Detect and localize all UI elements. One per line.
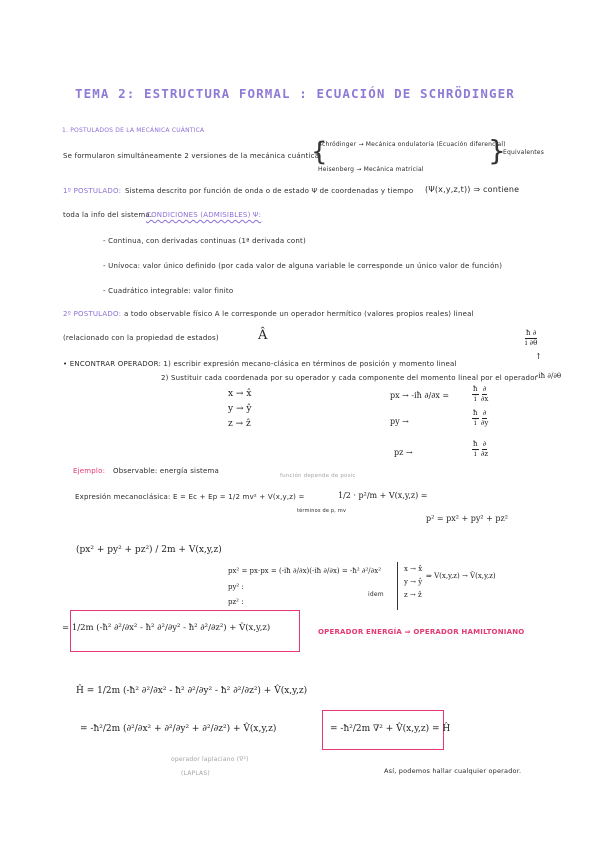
final-h3: = -ħ²/2m ∇² + V̂(x,y,z) = Ĥ bbox=[330, 724, 451, 734]
frac-den: i bbox=[474, 419, 477, 427]
hbar-frac-den: i ∂θ bbox=[525, 339, 538, 347]
brace-left: { bbox=[311, 137, 328, 167]
frac-den: i bbox=[474, 450, 477, 458]
half-p-expression: 1/2 · p²/m + V(x,y,z) = bbox=[338, 491, 428, 500]
postulate1-formula: (Ψ(x,y,z,t)) ⇒ contiene bbox=[425, 185, 520, 194]
map-y-hat: y → ŷ bbox=[404, 578, 423, 586]
map-z: z → ẑ bbox=[228, 419, 251, 429]
frac-den: i bbox=[474, 395, 477, 403]
section-heading: 1. POSTULADOS DE LA MECÁNICA CUÁNTICA bbox=[62, 127, 205, 134]
map-x: x → x̂ bbox=[228, 389, 252, 399]
px-operator: px → -iħ ∂/∂x = bbox=[390, 391, 450, 400]
frac-den: ∂y bbox=[480, 419, 489, 427]
frac-num: ħ bbox=[473, 440, 478, 448]
hbar-fraction bbox=[525, 330, 537, 347]
final-h1: Ĥ = 1/2m (-ħ² ∂²/∂x² - ħ² ∂²/∂y² - ħ² ∂²/∂z²) + V̂(x,y,z) bbox=[76, 686, 308, 696]
condition-continuous: - Continua, con derivadas continuas (1ª derivada cont) bbox=[103, 237, 306, 245]
postulate2-text2: (relacionado con la propiedad de estados) bbox=[63, 334, 219, 342]
pz-squared: pz² : bbox=[228, 598, 244, 606]
brace-right: } bbox=[488, 134, 506, 167]
py-squared: py² : bbox=[228, 583, 244, 591]
momentum-note: términos de p, mv bbox=[297, 508, 347, 514]
find-step2: 2) Sustituir cada coordenada por su operador y cada componente del momento lineal por el operador bbox=[161, 374, 538, 382]
up-arrow: ↑ bbox=[535, 352, 542, 361]
find-step2-op: -iħ ∂/∂θ bbox=[536, 372, 562, 380]
idem-label: idem bbox=[368, 591, 384, 598]
postulate1-text: Sistema descrito por función de onda o de estado Ψ de coordenadas y tiempo bbox=[125, 187, 414, 195]
frac-den: ∂x bbox=[480, 395, 489, 403]
closing-text: Así, podemos hallar cualquier operador. bbox=[384, 767, 522, 775]
version-heisenberg: Heisenberg → Mecánica matricial bbox=[318, 166, 424, 173]
classical-expression: Expresión mecanoclásica: E = Ec + Ep = 1/2 mv² + V(x,y,z) = bbox=[75, 493, 305, 501]
py-fraction bbox=[472, 410, 488, 427]
equivalent-label: Equivalentes bbox=[503, 149, 545, 156]
map-x-hat: x → x̂ bbox=[404, 565, 423, 573]
map-z-hat: z → ẑ bbox=[404, 591, 422, 599]
divider-line bbox=[397, 562, 398, 610]
find-step1: • ENCONTRAR OPERADOR: 1) escribir expresión mecano-clásica en términos de posición y momento lineal bbox=[63, 360, 457, 368]
frac-num: ∂ bbox=[482, 409, 487, 417]
condition-univocal: - Unívoca: valor único definido (por cada valor de alguna variable le corresponde un único valor de función) bbox=[103, 262, 503, 270]
postulate1-label: 1º POSTULADO: bbox=[63, 187, 122, 195]
px-squared: px² = px·px = (-iħ ∂/∂x)(-iħ ∂/∂x) = -ħ² ∂²/∂x² bbox=[228, 567, 382, 575]
laplacian-note: operador laplaciano (∇²) bbox=[171, 756, 249, 763]
pz-operator: pz → bbox=[394, 448, 413, 457]
hbar-frac-num: ħ ∂ bbox=[526, 329, 537, 337]
page-title: TEMA 2: ESTRUCTURA FORMAL : ECUACIÓN DE SCHRÖDINGER bbox=[75, 86, 515, 101]
conditions-heading: CONDICIONES (ADMISIBLES) Ψ: bbox=[146, 211, 262, 219]
postulate1-text2: toda la info del sistema. bbox=[63, 211, 153, 219]
example-label: Ejemplo: bbox=[73, 467, 106, 475]
operator-A-hat: Â bbox=[258, 328, 268, 343]
final-h2: = -ħ²/2m (∂²/∂x² + ∂²/∂y² + ∂²/∂z²) + V̂(x,y,z) bbox=[80, 724, 277, 734]
pz-fraction bbox=[472, 441, 488, 458]
frac-den: ∂z bbox=[480, 450, 489, 458]
p-squared: p² = px² + py² + pz² bbox=[426, 514, 508, 523]
frac-num: ∂ bbox=[482, 385, 487, 393]
example-note: función depende de posic bbox=[280, 473, 356, 479]
hamiltonian-label: OPERADOR ENERGÍA ⇒ OPERADOR HAMILTONIANO bbox=[318, 628, 525, 636]
postulate2-label: 2º POSTULADO: bbox=[63, 310, 122, 318]
map-y: y → ŷ bbox=[228, 404, 252, 414]
hamiltonian-boxed-expr: = 1/2m (-ħ² ∂²/∂x² - ħ² ∂²/∂y² - ħ² ∂²/∂z²) + V̂(x,y,z) bbox=[62, 623, 271, 633]
frac-num: ħ bbox=[473, 409, 478, 417]
fraction-line: (px² + py² + pz²) / 2m + V(x,y,z) bbox=[76, 545, 222, 555]
condition-integrable: - Cuadrático integrable: valor finito bbox=[103, 287, 234, 295]
postulate2-text: a todo observable físico A le corresponde un operador hermítico (valores propios reales) lineal bbox=[124, 310, 474, 318]
map-V-hat: ⇒ V(x,y,z) → V̂(x,y,z) bbox=[426, 572, 496, 580]
intro-text: Se formularon simultáneamente 2 versiones de la mecánica cuántica bbox=[63, 152, 320, 160]
py-operator: py → bbox=[390, 417, 409, 426]
frac-num: ∂ bbox=[482, 440, 487, 448]
example-text: Observable: energía sistema bbox=[113, 467, 220, 475]
frac-num: ħ bbox=[473, 385, 478, 393]
version-schrodinger: Schrödinger → Mecánica ondulatoria (Ecuación diferencial) bbox=[318, 141, 506, 148]
px-fraction bbox=[472, 386, 488, 403]
laplacian-note2: (LAPLAS) bbox=[181, 770, 210, 777]
